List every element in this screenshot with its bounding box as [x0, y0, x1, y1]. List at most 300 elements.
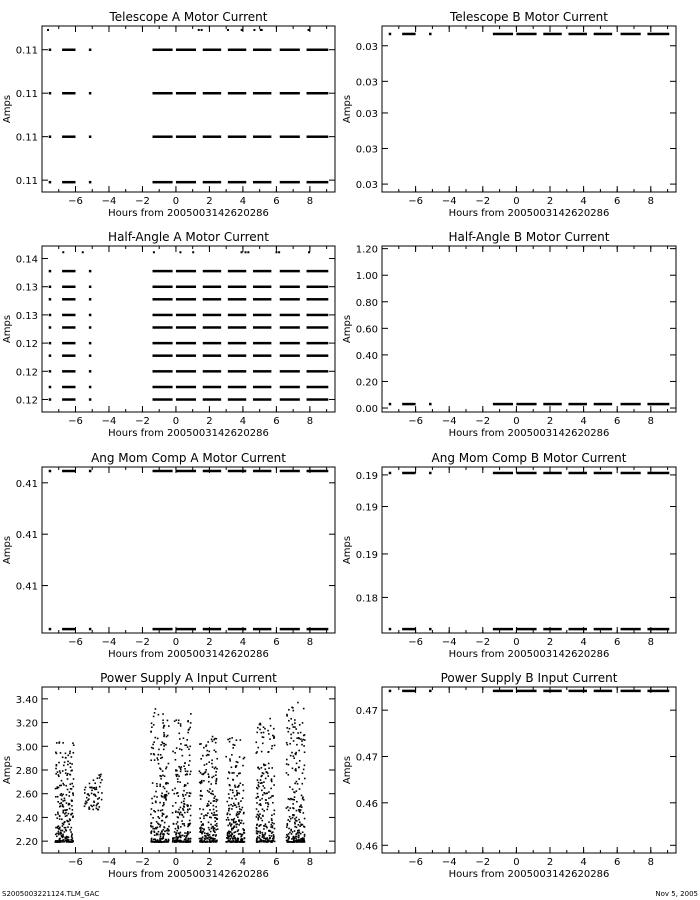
data-point	[231, 754, 233, 756]
data-point	[183, 823, 185, 825]
y-tick-label: 0.12	[15, 367, 38, 379]
data-point	[91, 793, 93, 795]
data-point	[185, 794, 187, 796]
data-point	[180, 807, 182, 809]
data-point	[187, 809, 189, 811]
data-point	[161, 793, 163, 795]
x-tick-label: 6	[273, 196, 280, 207]
data-point	[166, 816, 168, 818]
data-point	[288, 841, 290, 843]
x-tick-label: 2	[546, 857, 554, 868]
data-point	[257, 767, 259, 769]
data-point	[229, 760, 231, 762]
data-point	[101, 799, 103, 801]
data-point	[190, 713, 192, 715]
data-point	[101, 779, 103, 781]
data-point	[182, 814, 184, 816]
data-point	[84, 805, 86, 807]
data-point	[180, 769, 182, 771]
data-point	[66, 774, 68, 776]
data-point	[227, 739, 229, 741]
data-point	[228, 793, 230, 795]
data-point	[154, 796, 156, 798]
data-point	[234, 744, 236, 746]
data-point	[303, 745, 305, 747]
data-point	[189, 760, 191, 762]
data-point	[291, 841, 293, 843]
data-point	[62, 810, 64, 812]
data-point	[289, 728, 291, 730]
data-point	[186, 836, 188, 838]
data-point	[73, 786, 75, 788]
data-point	[228, 354, 246, 357]
data-point	[176, 49, 196, 52]
data-point	[227, 841, 229, 843]
data-point	[89, 783, 91, 785]
data-point	[163, 835, 165, 837]
data-point	[62, 298, 75, 301]
data-point	[166, 782, 168, 784]
data-point	[203, 49, 221, 52]
data-point	[175, 802, 177, 804]
data-point	[257, 817, 259, 819]
data-point	[201, 795, 203, 797]
data-point	[280, 342, 300, 345]
data-point	[184, 839, 186, 841]
data-point	[177, 781, 179, 783]
data-point	[151, 808, 153, 810]
data-point	[516, 690, 536, 693]
data-point	[189, 746, 191, 748]
x-tick-label: 8	[306, 416, 314, 427]
y-axis-label: Amps	[2, 535, 13, 565]
data-point	[67, 826, 69, 828]
data-point	[307, 628, 329, 631]
data-point	[278, 251, 280, 253]
data-point	[176, 628, 196, 631]
data-point	[402, 690, 415, 693]
data-point	[214, 831, 216, 833]
y-axis-label: Amps	[342, 535, 353, 565]
data-point	[226, 819, 228, 821]
data-point	[66, 840, 68, 842]
data-point	[97, 777, 99, 779]
data-point	[242, 797, 244, 799]
data-point	[232, 789, 234, 791]
data-point	[262, 834, 264, 836]
data-point	[621, 628, 641, 631]
x-tick-label: 8	[306, 196, 314, 207]
data-point	[184, 825, 186, 827]
data-point	[228, 135, 246, 138]
data-point	[239, 833, 241, 835]
data-point	[157, 834, 159, 836]
y-tick-label: 0.60	[355, 324, 378, 336]
data-point	[62, 181, 75, 184]
data-point	[257, 747, 259, 749]
data-point	[62, 770, 64, 772]
data-point	[296, 737, 298, 739]
data-point	[64, 827, 66, 829]
x-tick-label: −6	[68, 637, 83, 648]
data-point	[156, 821, 158, 823]
data-point	[65, 769, 67, 771]
data-point	[200, 841, 202, 843]
data-point	[184, 832, 186, 834]
data-point	[173, 793, 175, 795]
y-tick-label: 0.13	[15, 282, 38, 294]
data-point	[203, 747, 205, 749]
data-point	[100, 774, 102, 776]
data-point	[233, 832, 235, 834]
data-point	[238, 806, 240, 808]
data-point	[155, 802, 157, 804]
y-axis-label: Amps	[2, 94, 13, 124]
data-point	[238, 824, 240, 826]
data-point	[66, 809, 68, 811]
data-point	[228, 298, 246, 301]
data-point	[178, 720, 180, 722]
data-point	[60, 805, 62, 807]
data-point	[199, 808, 201, 810]
data-point	[543, 472, 561, 475]
data-point	[47, 29, 49, 31]
data-point	[267, 730, 269, 732]
data-point	[257, 814, 259, 816]
data-point	[207, 803, 209, 805]
x-tick-label: 4	[580, 196, 587, 207]
data-point	[291, 838, 293, 840]
data-point	[287, 731, 289, 733]
data-point	[231, 819, 233, 821]
data-point	[389, 472, 392, 475]
data-point	[204, 832, 206, 834]
data-point	[304, 835, 306, 837]
data-point	[98, 774, 100, 776]
data-point	[239, 808, 241, 810]
data-point	[214, 817, 216, 819]
data-point	[210, 793, 212, 795]
x-tick-label: 8	[647, 637, 654, 648]
data-point	[70, 831, 72, 833]
data-point	[307, 326, 329, 329]
data-point	[206, 833, 208, 835]
data-point	[302, 837, 304, 839]
data-point	[60, 830, 62, 832]
data-point	[168, 793, 170, 795]
data-point	[242, 834, 244, 836]
data-point	[71, 827, 73, 829]
data-point	[179, 781, 181, 783]
data-point	[261, 839, 263, 841]
data-point	[67, 755, 69, 757]
data-point	[62, 823, 64, 825]
data-point	[307, 49, 329, 52]
data-point	[233, 803, 235, 805]
data-point	[98, 806, 100, 808]
x-tick-label: −2	[475, 416, 491, 427]
data-point	[299, 811, 301, 813]
data-point	[270, 840, 272, 842]
data-point	[240, 782, 242, 784]
data-point	[280, 398, 300, 401]
data-point	[183, 790, 185, 792]
data-point	[150, 753, 152, 755]
y-tick-label: 0.00	[355, 404, 378, 416]
data-point	[62, 628, 75, 631]
data-point	[286, 759, 288, 761]
x-tick-label: 2	[546, 416, 554, 427]
data-point	[268, 821, 270, 823]
data-point	[298, 809, 300, 811]
data-point	[163, 745, 165, 747]
data-point	[243, 758, 245, 760]
data-point	[253, 386, 271, 389]
y-tick-label: 0.47	[355, 752, 378, 764]
data-point	[159, 841, 161, 843]
data-point	[261, 790, 263, 792]
data-point	[188, 728, 190, 730]
data-point	[265, 768, 267, 770]
data-point	[163, 834, 165, 836]
data-point	[153, 741, 155, 743]
data-point	[71, 805, 73, 807]
data-point	[172, 789, 174, 791]
data-point	[270, 725, 272, 727]
data-point	[594, 472, 612, 475]
data-point	[153, 628, 173, 631]
chart-am-a	[2, 451, 335, 660]
data-point	[232, 744, 234, 746]
data-point	[185, 785, 187, 787]
data-point	[300, 732, 302, 734]
data-point	[232, 837, 234, 839]
data-point	[301, 824, 303, 826]
data-point	[216, 738, 218, 740]
data-point	[207, 838, 209, 840]
data-point	[389, 403, 392, 406]
data-point	[292, 724, 294, 726]
data-point	[159, 775, 161, 777]
data-point	[70, 766, 72, 768]
data-point	[153, 49, 173, 52]
data-point	[214, 821, 216, 823]
data-point	[256, 816, 258, 818]
data-point	[157, 827, 159, 829]
data-point	[215, 774, 217, 776]
data-point	[262, 743, 264, 745]
data-point	[270, 797, 272, 799]
data-point	[180, 743, 182, 745]
data-point	[208, 761, 210, 763]
data-point	[288, 764, 290, 766]
data-point	[89, 270, 92, 273]
x-tick-label: −6	[408, 416, 423, 427]
data-point	[189, 831, 191, 833]
data-point	[204, 835, 206, 837]
data-point	[291, 707, 293, 709]
data-point	[99, 786, 101, 788]
data-point	[88, 795, 90, 797]
data-point	[153, 326, 173, 329]
data-point	[62, 314, 75, 317]
data-point	[176, 770, 178, 772]
data-point	[292, 768, 294, 770]
data-point	[262, 772, 264, 774]
data-point	[261, 782, 263, 784]
data-point	[176, 354, 196, 357]
data-point	[177, 825, 179, 827]
data-points	[49, 251, 329, 401]
data-point	[228, 49, 246, 52]
data-point	[177, 817, 179, 819]
x-tick-label: 4	[580, 857, 587, 868]
data-point	[167, 833, 169, 835]
data-point	[199, 838, 201, 840]
data-point	[153, 839, 155, 841]
data-point	[189, 823, 191, 825]
data-point	[208, 801, 210, 803]
data-point	[232, 747, 234, 749]
data-point	[299, 724, 301, 726]
data-point	[402, 472, 415, 475]
data-point	[203, 815, 205, 817]
data-point	[154, 759, 156, 761]
data-point	[187, 831, 189, 833]
data-point	[190, 722, 192, 724]
data-point	[94, 782, 96, 784]
data-point	[233, 772, 235, 774]
data-point	[263, 837, 265, 839]
data-point	[202, 831, 204, 833]
chart-title: Power Supply B Input Current	[440, 671, 618, 685]
chart-ps-b	[342, 671, 676, 880]
data-point	[174, 841, 176, 843]
data-point	[153, 810, 155, 812]
data-point	[308, 251, 310, 253]
data-point	[273, 728, 275, 730]
data-point	[199, 770, 201, 772]
data-point	[253, 370, 271, 373]
data-point	[212, 794, 214, 796]
data-point	[201, 828, 203, 830]
data-point	[184, 768, 186, 770]
data-point	[294, 783, 296, 785]
data-point	[289, 816, 291, 818]
data-point	[66, 794, 68, 796]
data-point	[187, 840, 189, 842]
data-point	[271, 748, 273, 750]
x-tick-label: −6	[408, 196, 423, 207]
data-point	[243, 790, 245, 792]
data-point	[71, 833, 73, 835]
data-point	[176, 470, 196, 473]
data-point	[429, 690, 432, 693]
data-point	[295, 838, 297, 840]
data-point	[253, 326, 271, 329]
data-point	[238, 803, 240, 805]
x-tick-label: −6	[68, 857, 83, 868]
data-point	[89, 398, 92, 401]
y-tick-label: 2.60	[15, 789, 38, 801]
data-point	[88, 808, 90, 810]
data-point	[293, 757, 295, 759]
data-point	[238, 833, 240, 835]
data-point	[62, 270, 75, 273]
data-point	[70, 788, 72, 790]
data-point	[189, 820, 191, 822]
data-point	[213, 739, 215, 741]
data-point	[286, 742, 288, 744]
data-point	[200, 758, 202, 760]
data-point	[59, 815, 61, 817]
data-point	[180, 771, 182, 773]
data-point	[166, 736, 168, 738]
data-point	[62, 92, 75, 95]
data-point	[233, 837, 235, 839]
data-point	[65, 757, 67, 759]
data-point	[280, 470, 300, 473]
data-point	[91, 790, 93, 792]
data-point	[263, 836, 265, 838]
data-point	[65, 815, 67, 817]
y-tick-label: 0.18	[355, 593, 378, 605]
data-point	[493, 403, 513, 406]
data-point	[228, 270, 246, 273]
data-point	[200, 772, 202, 774]
data-point	[267, 806, 269, 808]
y-tick-label: 0.12	[15, 339, 38, 351]
data-point	[266, 809, 268, 811]
data-point	[288, 810, 290, 812]
data-point	[183, 841, 185, 843]
data-point	[263, 764, 265, 766]
data-point	[85, 787, 87, 789]
data-point	[62, 342, 75, 345]
data-point	[70, 770, 72, 772]
data-point	[543, 33, 561, 36]
data-point	[165, 839, 167, 841]
data-point	[176, 823, 178, 825]
data-point	[189, 808, 191, 810]
data-point	[208, 791, 210, 793]
data-point	[62, 398, 75, 401]
data-point	[157, 841, 159, 843]
data-point	[302, 739, 304, 741]
data-point	[236, 823, 238, 825]
data-point	[163, 727, 165, 729]
data-points	[389, 403, 670, 406]
data-point	[516, 33, 536, 36]
data-point	[201, 839, 203, 841]
data-point	[235, 841, 237, 843]
data-point	[204, 764, 206, 766]
data-point	[296, 801, 298, 803]
data-point	[227, 817, 229, 819]
data-point	[402, 33, 415, 36]
data-point	[82, 251, 84, 253]
data-point	[211, 841, 213, 843]
data-point	[176, 270, 196, 273]
data-point	[62, 804, 64, 806]
data-point	[64, 761, 66, 763]
data-point	[185, 770, 187, 772]
data-point	[93, 794, 95, 796]
data-point	[185, 837, 187, 839]
x-tick-label: 4	[580, 637, 587, 648]
data-point	[180, 811, 182, 813]
data-point	[49, 386, 52, 389]
